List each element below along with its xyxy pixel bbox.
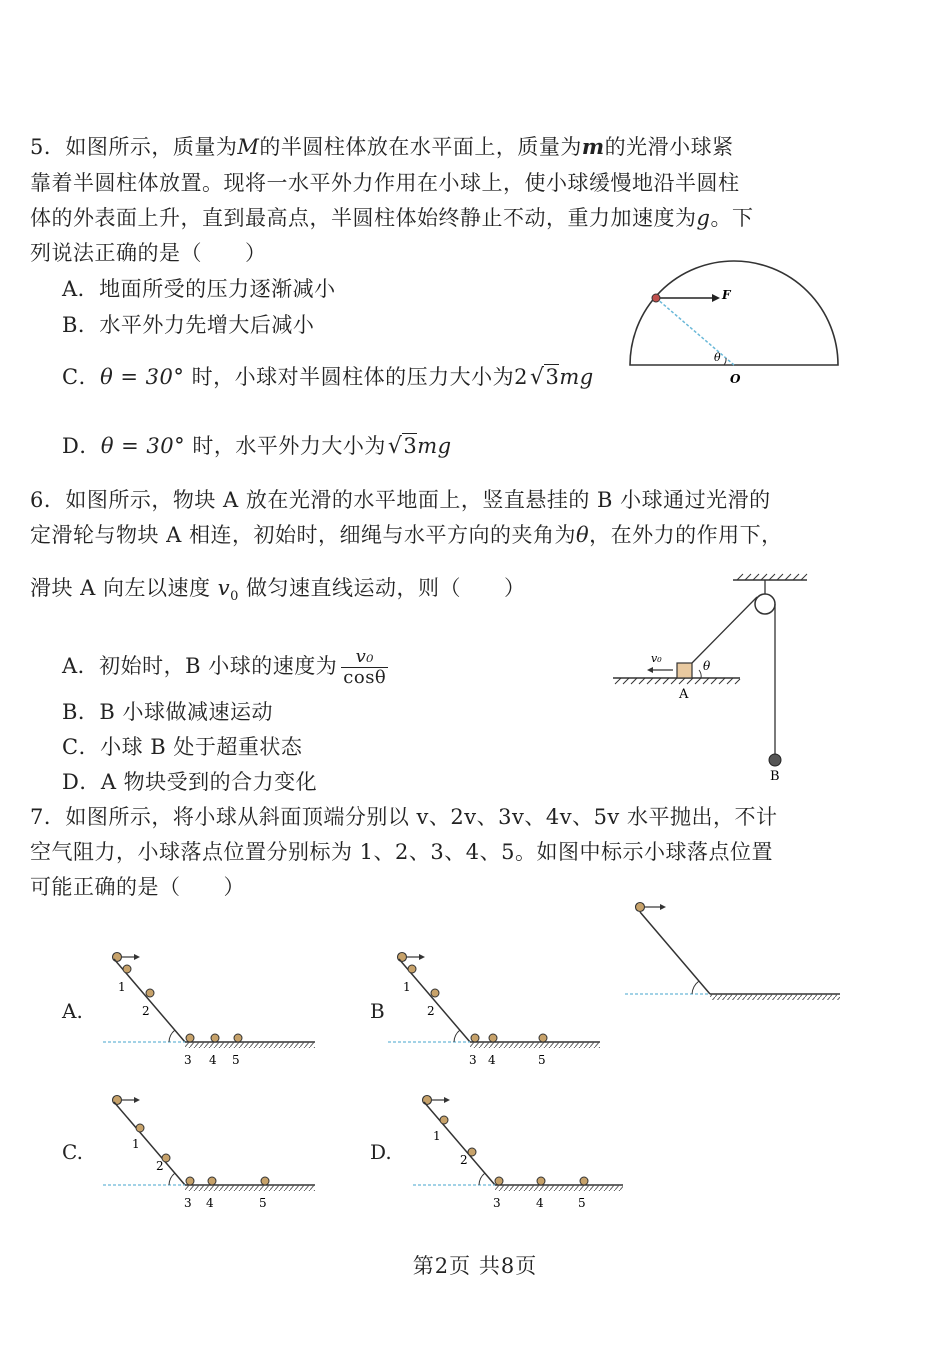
ref-ball: [636, 903, 645, 912]
label-2: 2: [460, 1153, 468, 1167]
landing-4: [537, 1177, 545, 1185]
label-1: 1: [118, 980, 126, 994]
theta-arc: [699, 670, 701, 678]
q5-line-3: 体的外表面上升，直到最高点，半圆柱体始终静止不动，重力加速度为g。下: [30, 206, 754, 230]
label-3: 3: [184, 1196, 192, 1210]
theta-label: θ: [703, 659, 711, 673]
q7-choice-a-label: A.: [62, 999, 83, 1023]
label-2: 2: [142, 1004, 150, 1018]
slope: [114, 1102, 185, 1185]
q5-line-2: 靠着半圆柱体放置。现将一水平外力作用在小球上，使小球缓慢地沿半圆柱: [30, 171, 740, 195]
landing-5: [539, 1034, 547, 1042]
q6-line-2: 定滑轮与物块 A 相连，初始时，细绳与水平方向的夹角为θ，在外力的作用下，: [30, 523, 783, 547]
start-ball: [423, 1096, 432, 1105]
ref-arrow-head: [660, 904, 666, 910]
start-ball: [113, 1096, 122, 1105]
label-3: 3: [493, 1196, 501, 1210]
q6-option-b: B．B 小球做减速运动: [62, 700, 274, 724]
label-5: 5: [259, 1196, 267, 1210]
landing-5: [234, 1034, 242, 1042]
landing-4: [489, 1034, 497, 1042]
q5-option-d: D．θ = 30° 时，水平外力大小为√3mg: [62, 434, 452, 459]
landing-2: [468, 1148, 476, 1156]
label-4: 4: [536, 1196, 544, 1210]
q6-pulley-figure: [605, 570, 815, 790]
angle-arc: [479, 1173, 485, 1185]
landing-4: [211, 1034, 219, 1042]
ref-angle-arc: [692, 981, 699, 994]
q5-option-a: A．地面所受的压力逐渐减小: [62, 277, 336, 301]
q6-line-1: 6．如图所示，物块 A 放在光滑的水平地面上，竖直悬挂的 B 小球通过光滑的: [30, 488, 771, 512]
angle-label: θ: [714, 351, 721, 364]
ref-slope: [640, 912, 710, 994]
q6-option-d: D．A 物块受到的合力变化: [62, 770, 318, 794]
q7-choice-d-label: D.: [370, 1140, 392, 1164]
small-ball: [652, 294, 660, 302]
arrow-head: [419, 954, 425, 960]
q7-line-1: 7．如图所示，将小球从斜面顶端分别以 v、2v、3v、4v、5v 水平抛出，不计: [30, 805, 778, 829]
landing-3: [186, 1177, 194, 1185]
q5-line-4: 列说法正确的是（ ）: [30, 241, 267, 265]
label-3: 3: [184, 1053, 192, 1067]
ground-hatch: [185, 1042, 315, 1048]
landing-1: [123, 965, 131, 973]
q5-semicircle-figure: [620, 255, 850, 395]
start-ball: [113, 953, 122, 962]
ceiling-hatch: [737, 574, 807, 580]
label-2: 2: [156, 1159, 164, 1173]
label-5: 5: [232, 1053, 240, 1067]
landing-3: [495, 1177, 503, 1185]
q7-choice-a-figure: [100, 945, 325, 1075]
landing-5: [261, 1177, 269, 1185]
label-4: 4: [209, 1053, 217, 1067]
angle-arc: [169, 1173, 175, 1185]
landing-5: [580, 1177, 588, 1185]
radius-dashed-line: [656, 298, 734, 365]
ground-hatch: [495, 1185, 623, 1191]
landing-3: [186, 1034, 194, 1042]
label-3: 3: [469, 1053, 477, 1067]
arrow-head: [444, 1097, 450, 1103]
label-4: 4: [206, 1196, 214, 1210]
label-1: 1: [433, 1129, 441, 1143]
force-arrow-head: [712, 294, 720, 302]
velocity-arrow-head: [647, 667, 653, 673]
landing-1: [136, 1124, 144, 1132]
q7-choice-c-figure: [100, 1088, 325, 1218]
landing-1: [408, 965, 416, 973]
angle-arc: [724, 358, 726, 365]
semicircle-outline: [630, 261, 838, 365]
q5-option-c: C．θ = 30° 时，小球对半圆柱体的压力大小为2√3mg: [62, 365, 594, 390]
angle-arc: [169, 1030, 175, 1042]
q7-choice-d-figure: [410, 1088, 635, 1218]
block-a-label: A: [679, 687, 689, 702]
arrow-head: [134, 954, 140, 960]
force-label: F: [722, 288, 731, 302]
label-5: 5: [538, 1053, 546, 1067]
label-5: 5: [578, 1196, 586, 1210]
label-4: 4: [488, 1053, 496, 1067]
q7-choice-c-label: C.: [62, 1140, 83, 1164]
ball-b-label: B: [770, 769, 780, 784]
center-label: O: [730, 372, 741, 386]
landing-1: [440, 1116, 448, 1124]
ball-b: [769, 754, 781, 766]
label-1: 1: [403, 980, 411, 994]
velocity-label: v₀: [651, 652, 662, 665]
ground-hatch: [615, 678, 740, 684]
q5-line-1: 5．如图所示，质量为M的半圆柱体放在水平面上，质量为m的光滑小球紧: [30, 134, 734, 159]
slope: [424, 1102, 495, 1185]
landing-2: [431, 989, 439, 997]
label-2: 2: [427, 1004, 435, 1018]
rope-slanted: [692, 597, 757, 663]
ground-hatch: [470, 1042, 600, 1048]
block-a: [677, 663, 692, 678]
q7-line-3: 可能正确的是（ ）: [30, 875, 245, 899]
angle-arc: [454, 1030, 460, 1042]
page-footer: 第2页 共8页: [412, 1254, 538, 1278]
landing-4: [208, 1177, 216, 1185]
q7-line-2: 空气阻力，小球落点位置分别标为 1、2、3、4、5。如图中标示小球落点位置: [30, 840, 773, 864]
start-ball: [398, 953, 407, 962]
q6-line-3: 滑块 A 向左以速度 $v_0$ 做匀速直线运动，则（ ）: [30, 576, 526, 605]
q7-choice-b-label: B: [370, 999, 385, 1023]
q6-option-a: A．初始时，B 小球的速度为 $\frac{\text{v₀}}{\cos\theta}$: [62, 646, 387, 688]
q7-reference-figure: [620, 895, 845, 1010]
arrow-head: [134, 1097, 140, 1103]
landing-2: [146, 989, 154, 997]
q7-choice-b-figure: [385, 945, 610, 1075]
pulley: [755, 594, 775, 614]
label-1: 1: [132, 1137, 140, 1151]
landing-3: [471, 1034, 479, 1042]
q5-option-b: B．水平外力先增大后减小: [62, 313, 315, 337]
ref-ground-hatch: [710, 994, 840, 1000]
q6-option-c: C．小球 B 处于超重状态: [62, 735, 303, 759]
ground-hatch: [185, 1185, 315, 1191]
